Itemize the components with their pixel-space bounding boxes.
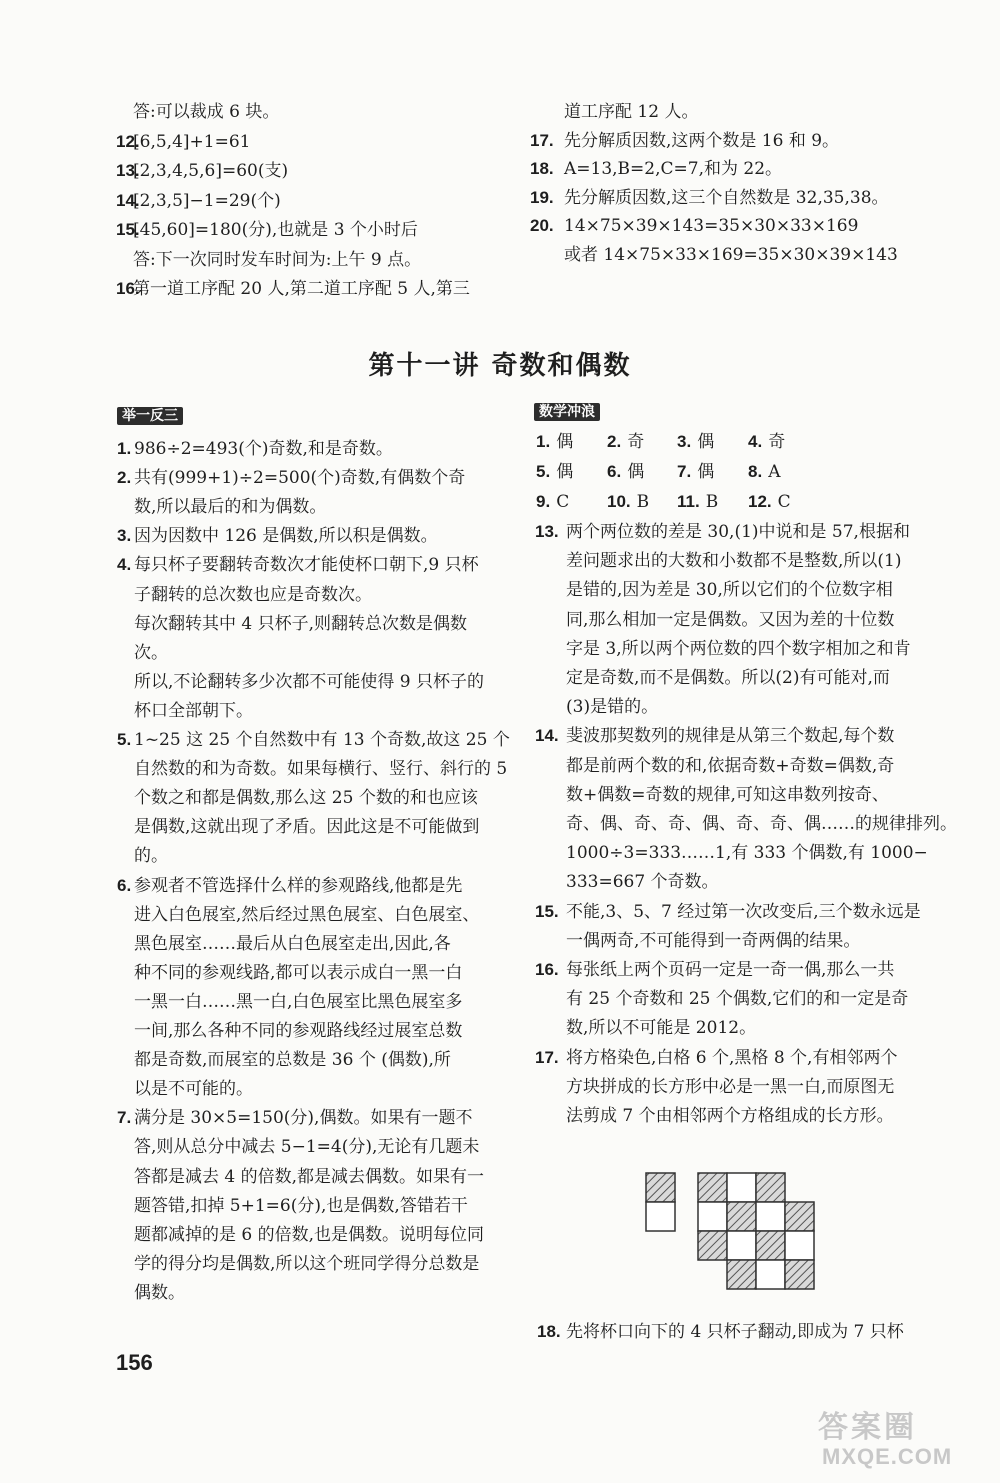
black-cell	[698, 1173, 727, 1202]
item-number: 13.	[116, 161, 140, 180]
item-text: 杯口全部朝下。	[134, 700, 253, 721]
item-text: 都是前两个数的和,依据奇数+奇数=偶数,奇	[566, 755, 895, 776]
item-text: 偶数。	[134, 1282, 185, 1303]
item-text: 是错的,因为差是 30,所以它们的个位数字相	[566, 580, 893, 601]
item-text: 每次翻转其中 4 只杯子,则翻转总次数是偶数	[134, 613, 468, 634]
item-text: 学的得分均是偶数,所以这个班同学得分总数是	[134, 1253, 480, 1274]
item-text: 是偶数,这就出现了矛盾。因此这是不可能做到	[134, 817, 480, 838]
item-answer: 偶	[697, 462, 715, 482]
item-number: 15.	[116, 220, 140, 239]
grid-answer	[536, 430, 573, 454]
checkerboard-figure	[643, 1170, 823, 1292]
item-number: 6.	[607, 462, 622, 481]
item-number: 20.	[530, 216, 554, 235]
item-number: 15.	[535, 901, 559, 921]
item-text: 14×75×39×143=35×30×33×169	[564, 216, 859, 236]
item-text: 333=667 个奇数。	[566, 872, 719, 893]
item-text: 数+偶数=奇数的规律,可知这串数列按奇、	[566, 784, 889, 805]
item-text: 差问题求出的大数和小数都不是整数,所以(1)	[566, 551, 902, 572]
item-text: 每张纸上两个页码一定是一奇一偶,那么一共	[566, 960, 895, 980]
item-text: [6,5,4]+1=61	[133, 131, 251, 152]
item-text: 字是 3,所以两个两位数的四个数字相加之和肯	[566, 638, 911, 659]
item-number: 12.	[116, 131, 140, 151]
item-text: 定是奇数,而不是偶数。所以(2)有可能对,而	[566, 668, 890, 688]
item-number: 14.	[535, 726, 559, 746]
black-cell	[785, 1260, 814, 1289]
item-number: 11.	[677, 492, 700, 511]
white-cell	[756, 1202, 785, 1231]
item-number: 8.	[748, 462, 763, 481]
item-text: 1000÷3=333……1,有 333 个偶数,有 1000−	[566, 843, 928, 864]
item-text: 共有(999+1)÷2=500(个)奇数,有偶数个奇	[134, 468, 466, 489]
right-section-badge: 数学冲浪	[534, 403, 600, 421]
item-text: 两个两位数的差是 30,(1)中说和是 57,根据和	[566, 522, 910, 542]
item-text: 不能,3、5、7 经过第一次改变后,三个数永远是	[566, 901, 921, 922]
grid-answer	[677, 490, 718, 514]
item-text: 答都是减去 4 的倍数,都是减去偶数。如果有一	[134, 1166, 485, 1187]
item-answer: 偶	[627, 462, 645, 482]
item-text: 子翻转的总次数也应是奇数次。	[134, 584, 372, 605]
item-number: 18.	[530, 159, 554, 178]
black-cell	[698, 1231, 727, 1260]
item-text: 答:下一次同时发车时间为:上午 9 点。	[133, 249, 422, 270]
item-text: 每只杯子要翻转奇数次才能使杯口朝下,9 只杯	[134, 555, 479, 576]
item-text: 一偶两奇,不可能得到一奇两偶的结果。	[566, 930, 861, 951]
item-number: 18.	[537, 1322, 561, 1341]
item-answer: B	[636, 492, 650, 512]
item-number: 16.	[116, 279, 140, 298]
white-cell	[727, 1231, 756, 1260]
black-cell	[727, 1260, 756, 1289]
watermark-logo: 答案圈	[818, 1410, 917, 1445]
item-text: 方块拼成的长方形中必是一黑一白,而原图无	[566, 1076, 895, 1097]
item-number: 19.	[530, 187, 554, 207]
item-text: 黑色展室……最后从白色展室走出,因此,各	[134, 933, 451, 954]
item-number: 2.	[607, 432, 622, 451]
item-text: 先分解质因数,这两个数是 16 和 9。	[564, 130, 840, 151]
item-text: 因为因数中 126 是偶数,所以积是偶数。	[134, 526, 438, 547]
grid-answer	[748, 430, 785, 454]
item-answer: B	[705, 492, 719, 512]
white-cell	[698, 1202, 727, 1231]
black-cell	[756, 1231, 785, 1260]
item-text: 或者 14×75×33×169=35×30×39×143	[564, 244, 898, 265]
item-text: A=13,B=2,C=7,和为 22。	[564, 159, 783, 179]
black-cell	[756, 1173, 785, 1202]
white-cell	[727, 1173, 756, 1202]
item-number: 5.	[536, 462, 551, 481]
item-number: 17.	[530, 130, 554, 150]
item-text: 一黑一白……黑一白,白色展室比黑色展室多	[134, 991, 463, 1012]
item-text: [2,3,4,5,6]=60(支)	[133, 161, 289, 181]
item-text: 斐波那契数列的规律是从第三个数起,每个数	[566, 726, 895, 747]
item-answer: 偶	[556, 432, 574, 452]
item-number: 7.	[677, 462, 692, 481]
item-number: 1.	[536, 432, 551, 451]
item-text: 自然数的和为奇数。如果每横行、竖行、斜行的 5	[134, 759, 508, 780]
item-text: 将方格染色,白格 6 个,黑格 8 个,有相邻两个	[566, 1047, 898, 1068]
right-last-line	[537, 1320, 904, 1344]
black-cell	[646, 1173, 675, 1202]
grid-answer	[536, 460, 573, 484]
item-text: 题答错,扣掉 5+1=6(分),也是偶数,答错若干	[134, 1195, 468, 1216]
left-section-badge: 举一反三	[117, 407, 183, 425]
item-number: 4.	[748, 432, 763, 451]
page-number: 156	[116, 1350, 153, 1375]
item-text: 题都减掉的是 6 的倍数,也是偶数。说明每位同	[134, 1224, 485, 1245]
item-number: 9.	[536, 492, 551, 511]
item-number: 17.	[535, 1047, 559, 1067]
item-text: 数,所以最后的和为偶数。	[134, 497, 327, 518]
item-text: [45,60]=180(分),也就是 3 个小时后	[133, 220, 418, 240]
item-number: 3.	[677, 432, 692, 451]
white-cell	[756, 1260, 785, 1289]
item-number: 4.	[117, 555, 132, 575]
grid-answer	[607, 490, 649, 514]
item-answer: 偶	[556, 462, 574, 482]
item-text: 986÷2=493(个)奇数,和是奇数。	[134, 439, 393, 459]
item-text: 法剪成 7 个由相邻两个方格组成的长方形。	[566, 1106, 894, 1126]
item-answer: 偶	[697, 432, 715, 452]
grid-answer	[607, 460, 644, 484]
item-text: 先将杯口向下的 4 只杯子翻动,即成为 7 只杯	[566, 1322, 904, 1342]
item-number: 2.	[117, 468, 132, 488]
grid-answer	[748, 460, 780, 484]
item-text: 道工序配 12 人。	[564, 102, 699, 122]
item-text: 一间,那么各种不同的参观路线经过展室总数	[134, 1021, 463, 1041]
item-number: 16.	[535, 960, 559, 979]
item-number: 3.	[117, 526, 132, 546]
item-text: 参观者不管选择什么样的参观路线,他都是先	[134, 875, 463, 896]
item-text: 所以,不论翻转多少次都不可能使得 9 只杯子的	[134, 671, 485, 692]
item-number: 6.	[117, 875, 132, 895]
item-number: 14.	[116, 190, 140, 210]
item-text: 答:可以裁成 6 块。	[133, 102, 280, 122]
item-text: (3)是错的。	[566, 697, 659, 718]
item-text: 种不同的参观线路,都可以表示成白一黑一白	[134, 962, 463, 983]
item-text: 都是奇数,而展室的总数是 36 个 (偶数),所	[134, 1050, 451, 1071]
item-text: 同,那么相加一定是偶数。又因为差的十位数	[566, 609, 895, 630]
item-text: 1~25 这 25 个自然数中有 13 个奇数,故这 25 个	[134, 730, 510, 750]
item-text: 进入白色展室,然后经过黑色展室、白色展室、	[134, 904, 480, 925]
grid-answer	[536, 490, 569, 514]
item-number: 12.	[748, 492, 772, 511]
watermark-url: MXQE.COM	[822, 1444, 953, 1469]
item-answer: A	[768, 462, 781, 482]
item-text: 个数之和都是偶数,那么这 25 个数的和也应该	[134, 788, 478, 809]
item-text: 先分解质因数,这三个自然数是 32,35,38。	[564, 187, 889, 208]
item-number: 13.	[535, 522, 559, 541]
item-text: 次。	[134, 642, 168, 663]
item-number: 1.	[117, 439, 132, 458]
item-text: [2,3,5]−1=29(个)	[133, 190, 281, 211]
item-answer: 奇	[768, 432, 786, 452]
white-cell	[646, 1202, 675, 1231]
item-text: 第一道工序配 20 人,第二道工序配 5 人,第三	[133, 279, 470, 299]
item-text: 有 25 个奇数和 25 个偶数,它们的和一定是奇	[566, 989, 909, 1010]
item-answer: C	[556, 492, 570, 512]
item-text: 以是不可能的。	[134, 1079, 253, 1100]
grid-answer	[677, 460, 714, 484]
item-number: 5.	[117, 730, 132, 749]
item-text: 数,所以不可能是 2012。	[566, 1018, 757, 1039]
grid-answer	[748, 490, 791, 514]
item-answer: 奇	[627, 432, 645, 452]
grid-answer	[677, 430, 714, 454]
section-title: 第十一讲 奇数和偶数	[368, 351, 632, 381]
item-text: 的。	[134, 846, 168, 867]
white-cell	[785, 1231, 814, 1260]
item-number: 7.	[117, 1108, 132, 1128]
black-cell	[785, 1202, 814, 1231]
item-text: 奇、偶、奇、奇、偶、奇、奇、偶……的规律排列。	[566, 814, 957, 834]
item-text: 满分是 30×5=150(分),偶数。如果有一题不	[134, 1108, 473, 1129]
item-number: 10.	[607, 492, 631, 511]
item-answer: C	[777, 492, 791, 512]
item-text: 答,则从总分中减去 5−1=4(分),无论有几题未	[134, 1137, 480, 1158]
grid-answer	[607, 430, 644, 454]
black-cell	[727, 1202, 756, 1231]
